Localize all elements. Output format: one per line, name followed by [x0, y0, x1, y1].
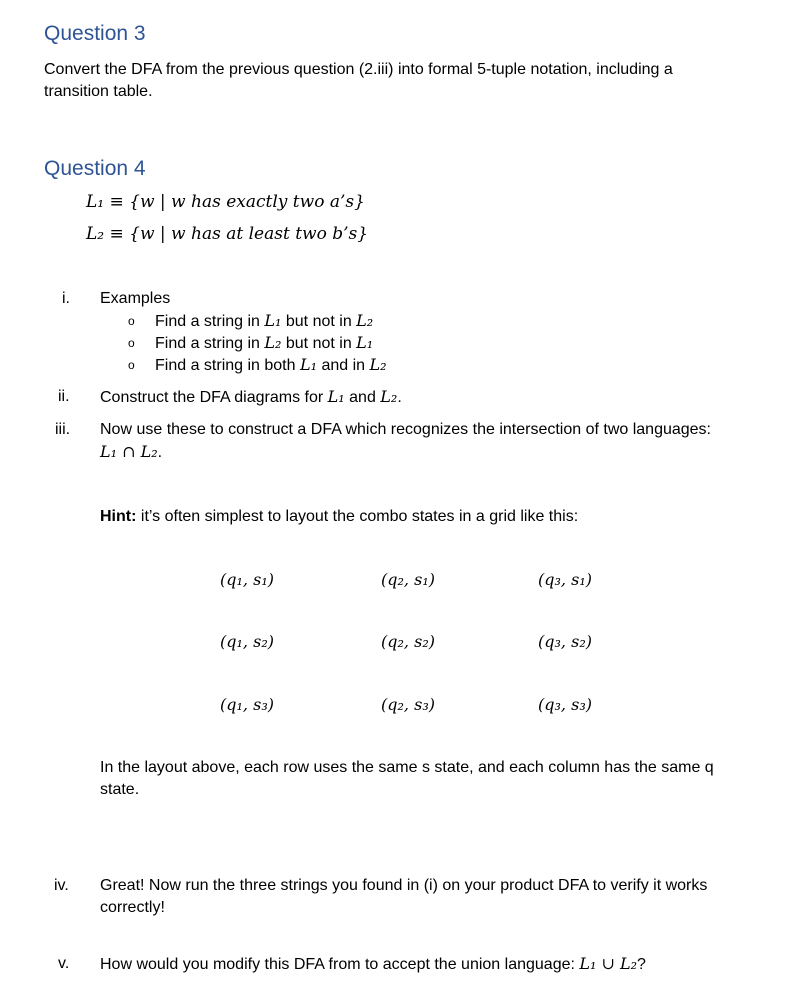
example-item-1: Find a string in L₁ but not in L₂	[155, 311, 374, 330]
grid-note-line-1: In the layout above, each row uses the same s state, and each column has the same q	[100, 759, 714, 776]
part-iii-text-line-1: Now use these to construct a DFA which recognizes the intersection of two languages:	[100, 421, 711, 438]
question-3-text-line-2: transition table.	[44, 83, 153, 100]
question-3-text-line-1: Convert the DFA from the previous question (2.iii) into formal 5-tuple notation, including a	[44, 61, 673, 78]
list-item	[128, 310, 135, 332]
part-i-title: Examples	[100, 290, 171, 307]
hint-text: it’s often simplest to layout the combo states in a grid like this:	[136, 508, 579, 525]
grid-state-q2-s1: (q₂, s₁)	[381, 570, 435, 589]
grid-state-q3-s3: (q₃, s₃)	[538, 695, 592, 714]
part-ii-text: Construct the DFA diagrams for L₁ and L₂.	[100, 387, 402, 406]
grid-state-q1-s2: (q₁, s₂)	[220, 632, 274, 651]
part-iii-marker: iii.	[55, 421, 71, 438]
part-v-marker: v.	[58, 955, 70, 972]
grid-state-q1-s1: (q₁, s₁)	[220, 570, 274, 589]
grid-state-q3-s2: (q₃, s₂)	[538, 632, 592, 651]
part-iv-marker: iv.	[54, 877, 69, 894]
hint	[100, 506, 578, 528]
hint-label: Hint:	[100, 508, 137, 525]
grid-state-q1-s3: (q₁, s₃)	[220, 695, 274, 714]
part-iii-text-line-2: L₁ ∩ L₂.	[100, 442, 163, 461]
grid-state-q2-s3: (q₂, s₃)	[381, 695, 435, 714]
part-v-text: How would you modify this DFA from to accept the union language: L₁ ∪ L₂?	[100, 954, 646, 973]
bullet-marker: o	[128, 314, 135, 328]
part-ii-marker: ii.	[58, 388, 70, 405]
list-item	[128, 332, 135, 354]
question-4-title: Question 4	[44, 157, 146, 180]
example-item-3: Find a string in both L₁ and in L₂	[155, 355, 387, 374]
definition-l1: L₁ ≡ {w | w has exactly two a’s}	[86, 192, 365, 212]
example-item-2: Find a string in L₂ but not in L₁	[155, 333, 374, 352]
grid-note-line-2: state.	[100, 781, 140, 798]
part-iv-text-line-2: correctly!	[100, 899, 165, 916]
grid-state-q3-s1: (q₃, s₁)	[538, 570, 592, 589]
grid-state-q2-s2: (q₂, s₂)	[381, 632, 435, 651]
bullet-marker: o	[128, 358, 135, 372]
part-iv-text-line-1: Great! Now run the three strings you found in (i) on your product DFA to verify it works	[100, 877, 708, 894]
question-3-title: Question 3	[44, 22, 146, 45]
bullet-marker: o	[128, 336, 135, 350]
list-item	[128, 354, 135, 376]
definition-l2: L₂ ≡ {w | w has at least two b’s}	[86, 224, 369, 244]
part-i-marker: i.	[62, 290, 70, 307]
